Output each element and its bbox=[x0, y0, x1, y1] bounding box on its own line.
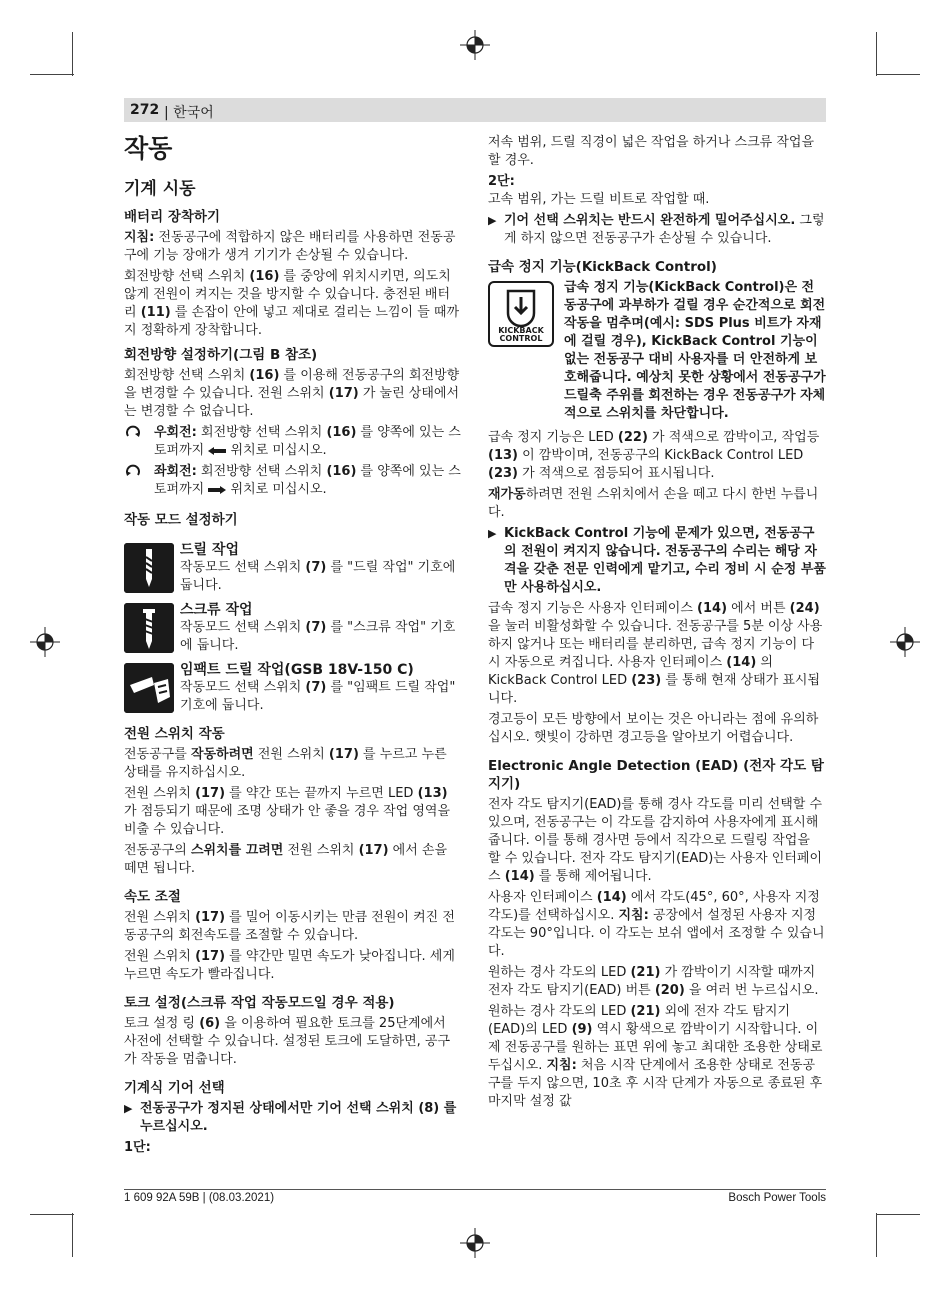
step2-text: 고속 범위, 가는 드릴 비트로 작업할 때. bbox=[488, 192, 710, 207]
torque-heading: 토크 설정(스크류 작업 작동모드일 경우 적용) bbox=[124, 995, 395, 1011]
crop-mark bbox=[876, 1214, 920, 1215]
ead-text-2: 사용자 인터페이스 (14) 에서 각도(45°, 60°, 사용자 지정 각도)를 선택하십시오. 지침: 공장에서 설정된 사용자 지정 각도는 90°입니다. 이 각도는 보쉬 앱에서 조정할 수 있습니다. bbox=[488, 890, 825, 959]
mode-drill bbox=[124, 541, 462, 595]
mode-title: 스크류 작업 bbox=[180, 602, 253, 618]
page-title: 작동 bbox=[124, 134, 173, 163]
section-heading: 기계 시동 bbox=[124, 179, 196, 199]
bullet-triangle-icon: ▶ bbox=[488, 214, 497, 227]
page-language: | 한국어 bbox=[164, 105, 214, 121]
page-header-bar bbox=[124, 98, 826, 122]
kickback-disable-text: 급속 정지 기능은 사용자 인터페이스 (14) 에서 버튼 (24) 을 눌러 비활성화할 수 있습니다. 전동공구를 5분 이상 사용하지 않거나 또는 배터리를 분리하면, 급속 정지 기능이 다시 자동으로 켜집니다. 사용자 인터페이스 (14) 의 KickBack Control LED (23) 를 통해 현재 상태가 표시됩니다. bbox=[488, 601, 823, 706]
left-column bbox=[124, 134, 462, 1157]
footer-doc-number: 1 609 92A 59B | (08.03.2021) bbox=[124, 1192, 275, 1204]
power-text-2: 전원 스위치 (17) 를 약간 또는 끝까지 누르면 LED (13) 가 점등되기 때문에 조명 상태가 안 좋을 경우 작업 영역을 비출 수 있습니다. bbox=[124, 786, 451, 837]
rotation-heading: 회전방향 설정하기(그림 B 참조) bbox=[124, 347, 318, 363]
mode-impact bbox=[124, 661, 462, 715]
speed-text-2: 전원 스위치 (17) 를 약간만 밀면 속도가 낮아집니다. 세게 누르면 속도가 빨라집니다. bbox=[124, 949, 455, 982]
mode-desc: 작동모드 선택 스위치 (7) 를 "임팩트 드릴 작업" 기호에 둡니다. bbox=[180, 680, 456, 713]
language-label: 한국어 bbox=[173, 105, 214, 121]
speed-heading: 속도 조절 bbox=[124, 889, 181, 905]
power-text-3: 전동공구의 스위치를 끄려면 전원 스위치 (17) 에서 손을 떼면 됩니다. bbox=[124, 843, 448, 876]
footer-brand: Bosch Power Tools bbox=[728, 1192, 826, 1204]
kickback-warning: ▶ KickBack Control 기능에 문제가 있으면, 전동공구의 전원이 켜지지 않습니다. 전동공구의 수리는 해당 자격을 갖춘 전문 인력에게 맡기고, 수리 정비 시 순정 부품만 사용하십시오. bbox=[488, 526, 826, 595]
bullet-triangle-icon: ▶ bbox=[124, 1102, 133, 1115]
registration-mark-icon bbox=[460, 1228, 490, 1258]
kickback-sunlight-text: 경고등이 모든 방향에서 보이는 것은 아니라는 점에 유의하십시오. 햇빛이 강하면 경고등을 알아보기 어렵습니다. bbox=[488, 712, 819, 745]
crop-mark bbox=[30, 74, 74, 75]
kickback-icon-text-2: CONTROL bbox=[499, 334, 543, 343]
ead-text-1: 전자 각도 탐지기(EAD)를 통해 경사 각도를 미리 선택할 수 있으며, 전동공구는 이 각도를 감지하여 사용자에게 표시해줍니다. 이를 통해 경사면 등에서 직각으로 드릴링 작업을 할 수 있습니다. 전자 각도 탐지기(EAD)는 사용자 인터페이스 (14) 를 통해 제어됩니다. bbox=[488, 797, 823, 884]
gear-step1-label: 1단: bbox=[124, 1140, 151, 1155]
crop-mark bbox=[876, 32, 877, 76]
mode-desc: 작동모드 선택 스위치 (7) 를 "드릴 작업" 기호에 둡니다. bbox=[180, 560, 456, 593]
left-rotation-item: 좌회전: 회전방향 선택 스위치 (16) 를 양쪽에 있는 스토퍼까지 위치로 미십시오. bbox=[124, 463, 462, 499]
clockwise-rotation-icon bbox=[124, 424, 142, 440]
kickback-led-text: 급속 정지 기능은 LED (22) 가 적색으로 깜박이고, 작업등 (13) 이 깜박이며, 전동공구의 KickBack Control LED (23) 가 적색으로 점등되어 표시됩니다. bbox=[488, 430, 820, 481]
mode-title: 임팩트 드릴 작업(GSB 18V-150 C) bbox=[180, 662, 414, 678]
page-number: 272 bbox=[130, 102, 160, 118]
drill-bit-icon bbox=[124, 543, 174, 593]
step2-label: 2단: bbox=[488, 174, 515, 189]
ead-text-3: 원하는 경사 각도의 LED (21) 가 깜박이기 시작할 때까지 전자 각도 탐지기(EAD) 버튼 (20) 을 여러 번 누르십시오. bbox=[488, 965, 819, 998]
bullet-triangle-icon: ▶ bbox=[488, 527, 497, 540]
crop-mark bbox=[876, 74, 920, 75]
ead-text-4: 원하는 경사 각도의 LED (21) 외에 전자 각도 탐지기(EAD)의 LED (9) 역시 황색으로 깜박이기 시작합니다. 이제 전동공구를 원하는 표면 위에 놓고 최대한 조용한 상태로 두십시오. 지침: 처음 시작 단계에서 조용한 상태로 전동공구를 두지 않으면, 10초 후 시작 단계가 자동으로 종료된 후 마지막 설정 값 bbox=[488, 1004, 823, 1109]
battery-heading: 배터리 장착하기 bbox=[124, 209, 220, 225]
step1-text: 저속 범위, 드릴 직경이 넓은 작업을 하거나 스크류 작업을 할 경우. bbox=[488, 135, 815, 168]
ead-heading: Electronic Angle Detection (EAD) (전자 각도 탐지기) bbox=[488, 758, 824, 792]
screw-icon bbox=[124, 603, 174, 653]
mode-title: 드릴 작업 bbox=[180, 542, 239, 558]
battery-note: 지침: 전동공구에 적합하지 않은 배터리를 사용하면 전동공구에 기능 장애가 생겨 기기가 손상될 수 있습니다. bbox=[124, 230, 456, 263]
kickback-intro: KICKBACK CONTROL 급속 정지 기능(KickBack Control)은 전동공구에 과부하가 걸릴 경우 순간적으로 회전작동을 멈추며(예시: SDS Plus 비트가 자재에 걸릴 경우), KickBack Control 기능이 없는 전동공구 대비 사용자를 더 안전하게 보호해줍니다. 예상치 못한 상황에서 전동공구가 드릴축 주위를 회전하는 경우 전동공구가 자체적으로 스위치를 차단합니다. bbox=[488, 279, 826, 423]
gear-heading: 기계식 기어 선택 bbox=[124, 1080, 225, 1096]
rotation-text: 회전방향 선택 스위치 (16) 를 이용해 전동공구의 회전방향을 변경할 수 있습니다. 전원 스위치 (17) 가 눌린 상태에서는 변경할 수 없습니다. bbox=[124, 368, 460, 419]
kickback-control-icon bbox=[488, 281, 554, 347]
gear-switch-warning: ▶ 기어 선택 스위치는 반드시 완전하게 밀어주십시오. 그렇게 하지 않으면 전동공구가 손상될 수 있습니다. bbox=[488, 213, 825, 246]
kickback-restart-text: 재가동하려면 전원 스위치에서 손을 떼고 다시 한번 누릅니다. bbox=[488, 487, 819, 520]
registration-mark-icon bbox=[460, 30, 490, 60]
arrow-right-icon bbox=[208, 486, 226, 494]
speed-text-1: 전원 스위치 (17) 를 밀어 이동시키는 만큼 전원이 켜진 전동공구의 회전속도를 조절할 수 있습니다. bbox=[124, 910, 455, 943]
mode-screw bbox=[124, 601, 462, 655]
impact-drill-icon bbox=[124, 663, 174, 713]
power-heading: 전원 스위치 작동 bbox=[124, 726, 225, 742]
arrow-left-icon bbox=[208, 447, 226, 455]
crop-mark bbox=[72, 1213, 73, 1257]
counterclockwise-rotation-icon bbox=[124, 463, 142, 479]
mode-desc: 작동모드 선택 스위치 (7) 를 "스크류 작업" 기호에 둡니다. bbox=[180, 620, 456, 653]
right-column bbox=[488, 134, 826, 1114]
mode-heading: 작동 모드 설정하기 bbox=[124, 512, 238, 528]
crop-mark bbox=[30, 1214, 74, 1215]
footer-rule bbox=[124, 1189, 826, 1190]
battery-instructions: 회전방향 선택 스위치 (16) 를 중앙에 위치시키면, 의도치 않게 전원이 켜지는 것을 방지할 수 있습니다. 충전된 배터리 (11) 를 손잡이 안에 넣고 제대로 걸리는 느낌이 들 때까지 정확하게 장착합니다. bbox=[124, 269, 460, 338]
power-text-1: 전동공구를 작동하려면 전원 스위치 (17) 를 누르고 누른 상태를 유지하십시오. bbox=[124, 747, 447, 780]
right-rotation-item: 우회전: 회전방향 선택 스위치 (16) 를 양쪽에 있는 스토퍼까지 위치로 미십시오. bbox=[124, 424, 462, 460]
registration-mark-icon bbox=[890, 627, 920, 657]
torque-text: 토크 설정 링 (6) 을 이용하여 필요한 토크를 25단계에서 사전에 선택할 수 있습니다. 설정된 토크에 도달하면, 공구가 작동을 멈춥니다. bbox=[124, 1016, 451, 1067]
kickback-heading: 급속 정지 기능(KickBack Control) bbox=[488, 259, 717, 275]
gear-warning: ▶ 전동공구가 정지된 상태에서만 기어 선택 스위치 (8) 를 누르십시오. bbox=[124, 1101, 457, 1134]
registration-mark-icon bbox=[30, 627, 60, 657]
kickback-icon-text-1: KICKBACK bbox=[498, 326, 544, 335]
crop-mark bbox=[876, 1213, 877, 1257]
crop-mark bbox=[72, 32, 73, 76]
